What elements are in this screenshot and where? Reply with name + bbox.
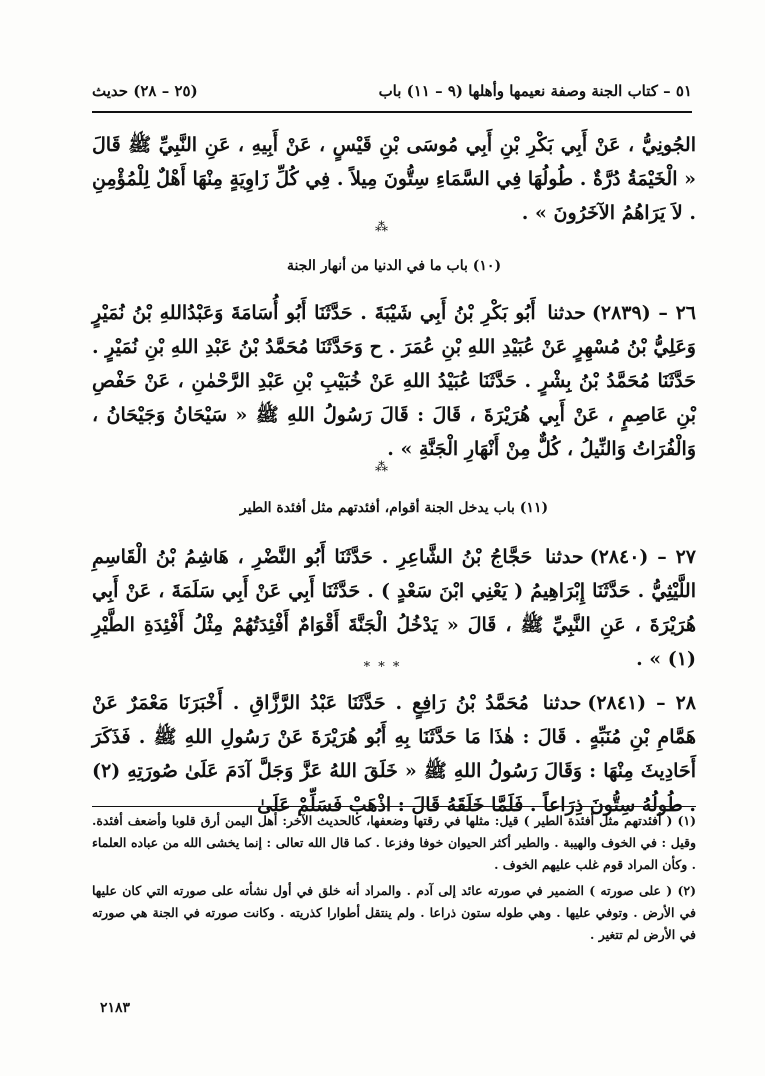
hadith-text: مُحَمَّدُ بْنُ رَافِعٍ . حَدَّثَنَا عَبْدُ الرَّزَّاقِ . أَخْبَرَنَا مَعْمَرٌ عَنْ هَمَّامِ بْنِ مُنَبِّهٍ . قَالَ : هٰذَا مَا حَدَّثَنَا بِهِ أَبُو هُرَيْرَةَ عَنْ رَسُولِ اللهِ ﷺ . فَذَكَرَ أَحَادِيثَ مِنْهَا : وَقَالَ رَسُولُ اللهِ ﷺ « خَلَقَ اللهُ عَزَّ وَجَلَّ آدَمَ عَلَىٰ صُورَتِهِ (٢) . طُولُهُ سِتُّونَ ذِرَاعاً . فَلَمَّا خَلَقَهُ قَالَ : اذْهَبْ فَسَلِّمْ عَلَىٰ [92, 692, 696, 816]
hadith-26 [92, 296, 696, 466]
header-rule [92, 111, 692, 113]
hadith-opening-word: حدثنا [547, 302, 586, 324]
chapter-heading-11: (١١) باب يدخل الجنة أقوام، أفئدتهم مثل أفئدة الطير [239, 500, 549, 516]
running-title: ٥١ – كتاب الجنة وصفة نعيمها وأهلها (٩ – ١١) باب [378, 82, 692, 100]
hadith-27 [92, 540, 696, 676]
section-separator: * * * [363, 660, 402, 675]
footnote-rule [92, 806, 696, 807]
hadith-28 [92, 686, 696, 822]
hadith-number: ٢٧ – (٢٨٤٠) [589, 546, 696, 568]
footnote-1: (١) ( أفئدتهم مثل أفئدة الطير ) قيل: مثلها في رقتها وضعفها، كالحديث الآخر: أهل اليمن أرق قلوبا وأضعف أفئدة. وقيل : في الخوف والهيبة . والطير أكثر الحيوان خوفا وفزعا . كما قال الله تعالى : إنما يخشى الله من عباده العلماء . وكأن المراد قوم غلب عليهم الخوف . [92, 813, 696, 872]
hadith-text: حَجَّاجُ بْنُ الشَّاعِرِ . حَدَّثَنَا أَبُو النَّضْرِ ، هَاشِمُ بْنُ الْقَاسِمِ اللَّيْثِيُّ . حَدَّثَنَا إِبْرَاهِيمُ ( يَعْنِي ابْنَ سَعْدٍ ) . حَدَّثَنَا أَبِي عَنْ أَبِي سَلَمَةَ ، عَنْ أَبِي هُرَيْرَةَ ، عَنِ النَّبِيِّ ﷺ ، قَالَ « يَدْخُلُ الْجَنَّةَ أَقْوَامٌ أَفْئِدَتُهُمْ مِثْلُ أَفْئِدَةِ الطَّيْرِ (١) » . [92, 546, 697, 670]
footnotes [92, 810, 696, 950]
hadith-number: ٢٦ – (٢٨٣٩) [591, 302, 696, 324]
section-separator: ⁂ [375, 460, 390, 475]
hadith-opening-word: حدثنا [542, 692, 582, 714]
chapter-heading-10: (١٠) باب ما في الدنيا من أنهار الجنة [286, 258, 502, 274]
hadith-text: أَبُو بَكْرِ بْنُ أَبِي شَيْبَةَ . حَدَّثَنَا أَبُو أُسَامَةَ وَعَبْدُاللهِ بْنُ نُمَيْرٍ وَعَلِيُّ بْنُ مُسْهِرٍ عَنْ عُبَيْدِ اللهِ بْنِ عُمَرَ . ح وَحَدَّثَنَا مُحَمَّدُ بْنُ عَبْدِ اللهِ بْنِ نُمَيْرٍ . حَدَّثَنَا مُحَمَّدُ بْنُ بِشْرٍ . حَدَّثَنَا عُبَيْدُ اللهِ عَنْ خُبَيْبِ بْنِ عَبْدِ الرَّحْمٰنِ ، عَنْ حَفْصِ بْنِ عَاصِمٍ ، عَنْ أَبِي هُرَيْرَةَ ، قَالَ : قَالَ رَسُولُ اللهِ ﷺ « سَيْحَانُ وَجَيْحَانُ ، وَالْفُرَاتُ وَالنِّيلُ ، كُلٌّ مِنْ أَنْهَارِ الْجَنَّةِ » . [92, 302, 696, 460]
hadith-continuation: الجُونِيُّ ، عَنْ أَبِي بَكْرِ بْنِ أَبِي مُوسَى بْنِ قَيْسٍ ، عَنْ أَبِيهِ ، عَنِ النَّبِيِّ ﷺ قَالَ « الْخَيْمَةُ دُرَّةٌ . طُولُهَا فِي السَّمَاءِ سِتُّونَ مِيلاً . فِي كُلِّ زَاوِيَةٍ مِنْهَا أَهْلٌ لِلْمُؤْمِنِ . لاَ يَرَاهُمُ الآخَرُونَ » . [92, 134, 696, 224]
running-hadith-range: (٢٥ – ٢٨) حديث [92, 82, 198, 100]
section-separator: ⁂ [375, 220, 390, 235]
footnote-2: (٢) ( على صورته ) الضمير في صورته عائد إلى آدم . والمراد أنه خلق في أول نشأته على صورته التي كان عليها في الأرض . وتوفي عليها . وهي طوله ستون ذراعا . ولم ينتقل أطوارا كذريته . وكانت صورته في الجنة هي صورته في الأرض لم تتغير . [92, 883, 696, 942]
running-header [92, 82, 692, 108]
hadith-number: ٢٨ – (٢٨٤١) [587, 692, 696, 714]
page-number: ٢١٨٣ [100, 1000, 131, 1016]
hadith-opening-word: حدثنا [545, 546, 584, 568]
